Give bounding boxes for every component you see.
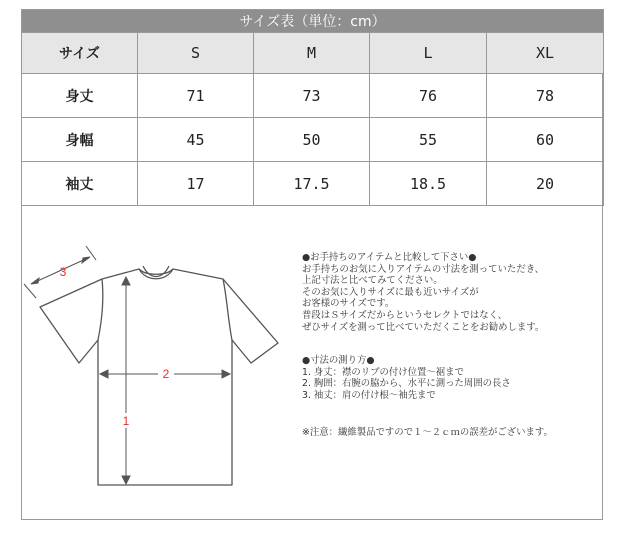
row-label-width: 身幅 [22,118,138,162]
compare-line: お手持ちのお気に入りアイテムの寸法を測っていただき、 [302,263,545,275]
compare-line: ぜひサイズを測って比べていただくことをお勧めします。 [302,321,545,333]
sleeve-measure-label: 3 [59,265,67,279]
table-cell: 55 [370,118,487,162]
length-measure [122,277,130,484]
measure-heading: ●寸法の測り方● [302,355,375,367]
size-table [21,9,604,206]
length-measure-label: 1 [122,414,130,428]
table-cell: 18.5 [370,162,487,206]
compare-line: 普段はＳサイズだからというセレクトではなく、 [302,309,508,321]
size-notes [302,252,602,438]
header-size-xl: XL [487,33,604,74]
measure-line: 2. 胸囲：右腕の脇から、水平に測った周囲の長さ [302,378,511,390]
tshirt-collar-inner [139,269,173,274]
table-header-row [22,33,604,74]
table-row-length [22,74,604,118]
tshirt-collar [143,266,169,277]
compare-line: そのお気に入りサイズに最も近いサイズが [302,286,479,298]
width-measure-label: 2 [162,367,170,381]
table-cell: 71 [138,74,254,118]
table-cell: 73 [254,74,370,118]
header-size-label: サイズ [22,33,138,74]
caution-note: ※注意：繊維製品ですので１～２ｃｍの誤差がございます。 [302,426,553,438]
table-cell: 78 [487,74,604,118]
header-size-l: L [370,33,487,74]
header-size-s: S [138,33,254,74]
header-size-m: M [254,33,370,74]
table-row-width [22,118,604,162]
table-cell: 17 [138,162,254,206]
table-title-row [22,10,604,33]
table-cell: 50 [254,118,370,162]
table-title: サイズ表（単位：cm） [22,10,604,33]
table-cell: 45 [138,118,254,162]
compare-line: お客様のサイズです。 [302,298,395,310]
tshirt-left-armhole [98,279,103,340]
table-cell: 60 [487,118,604,162]
row-label-length: 身丈 [22,74,138,118]
measure-line: 1. 身丈：襟のリブの付け位置～裾まで [302,366,464,378]
table-row-sleeve [22,162,604,206]
tshirt-measurement-diagram [22,236,292,506]
compare-heading: ●お手持ちのアイテムと比較して下さい● [302,252,477,263]
table-cell: 76 [370,74,487,118]
table-cell: 17.5 [254,162,370,206]
compare-line: 上記寸法と比べてみてください。 [302,275,443,287]
table-cell: 20 [487,162,604,206]
measure-line: 3. 袖丈：肩の付け根～袖先まで [302,389,436,401]
row-label-sleeve: 袖丈 [22,162,138,206]
